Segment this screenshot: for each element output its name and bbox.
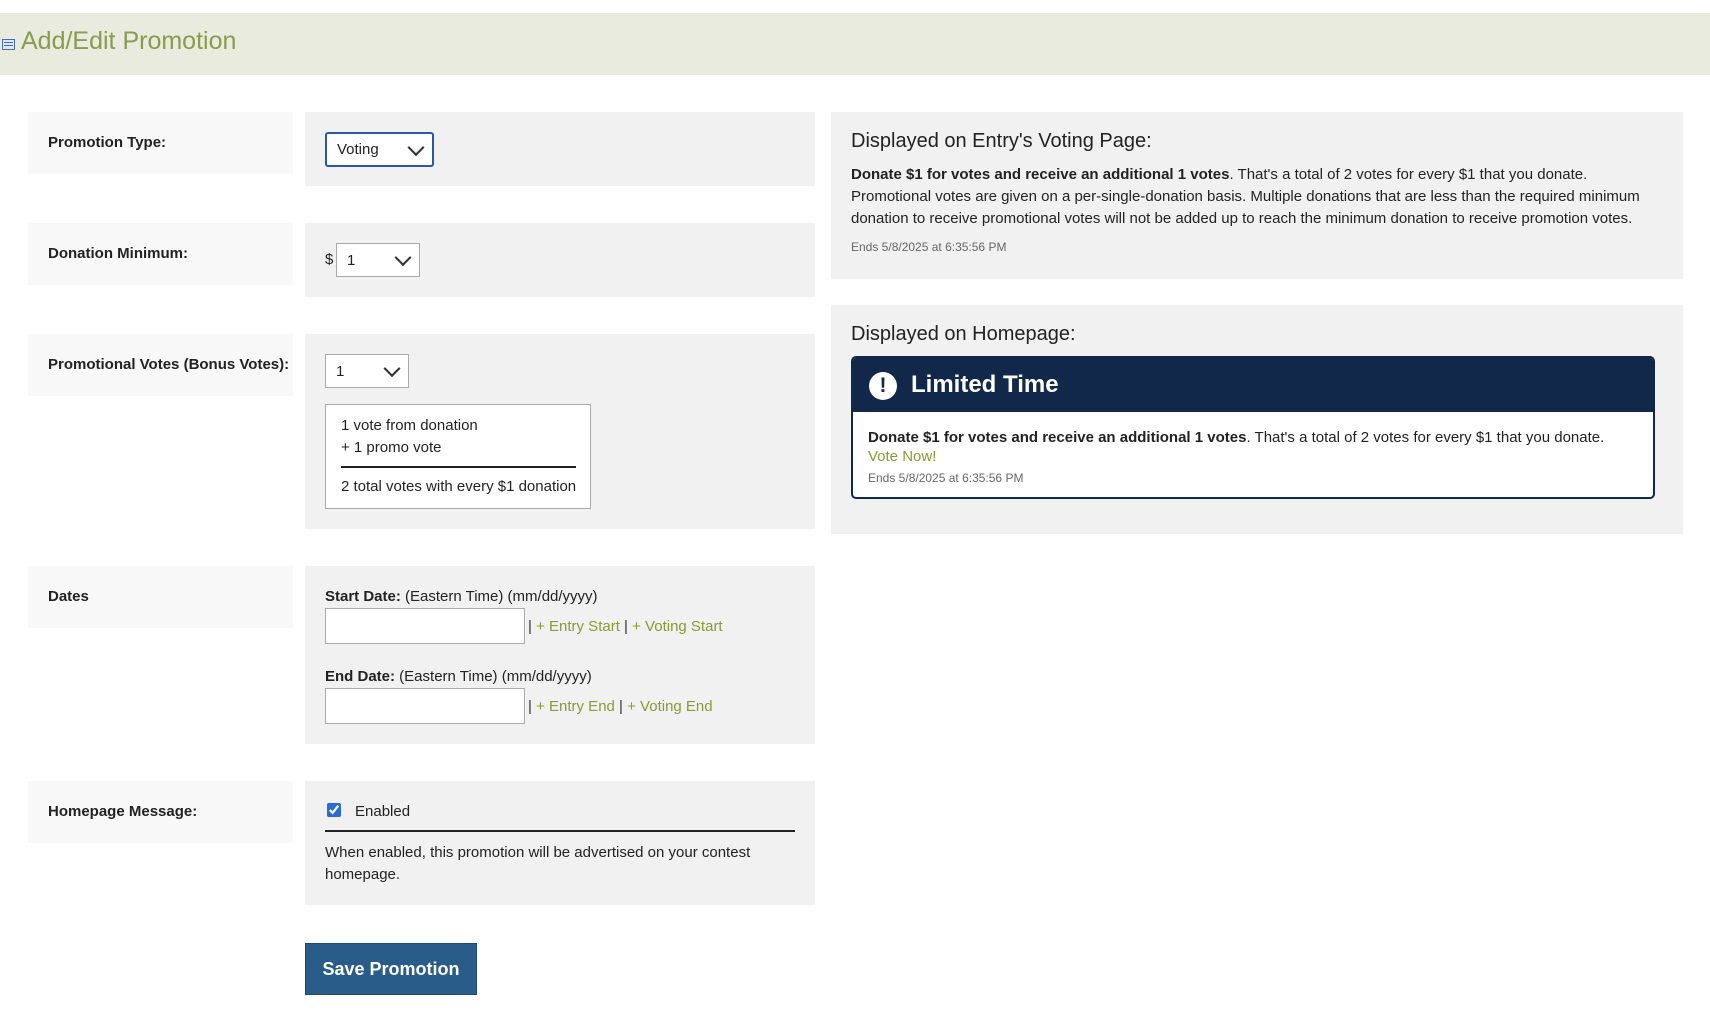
entry-end-link[interactable]: + Entry End	[536, 698, 615, 715]
homepage-message-description: When enabled, this promotion will be advertised on your contest homepage.	[325, 844, 751, 883]
voting-start-link[interactable]: + Voting Start	[632, 618, 723, 635]
promotion-type-select[interactable]	[325, 132, 434, 167]
voting-end-link[interactable]: + Voting End	[627, 698, 713, 715]
donation-minimum-select[interactable]	[336, 243, 420, 277]
end-date-input[interactable]	[325, 688, 525, 724]
limited-time-card	[851, 356, 1655, 499]
chevron-down-icon	[408, 139, 425, 156]
start-date-shortcuts: | + Entry Start | + Voting Start	[528, 618, 723, 635]
calc-line-donation: 1 vote from donation	[341, 417, 478, 434]
promo-votes-value: 1	[336, 362, 345, 380]
dates-label: Dates	[28, 566, 293, 628]
entry-start-link[interactable]: + Entry Start	[536, 618, 620, 635]
voting-preview-ends: Ends 5/8/2025 at 6:35:56 PM	[851, 240, 1007, 254]
page-header	[0, 13, 1710, 75]
voting-page-preview	[831, 112, 1683, 279]
calc-total: 2 total votes with every $1 donation	[341, 478, 577, 495]
page-title: Add/Edit Promotion	[21, 27, 237, 55]
chevron-down-icon	[395, 249, 412, 266]
calc-line-promo: + 1 promo vote	[341, 439, 442, 456]
promo-votes-label: Promotional Votes (Bonus Votes):	[28, 334, 293, 396]
limited-time-banner	[853, 358, 1653, 412]
dates-field	[305, 566, 815, 744]
homepage-message-label: Homepage Message:	[28, 781, 293, 843]
enabled-checkbox[interactable]	[327, 803, 341, 817]
end-date-label: End Date: (Eastern Time) (mm/dd/yyyy)	[325, 668, 592, 685]
homepage-message-field	[305, 781, 815, 905]
voting-preview-message: Donate $1 for votes and receive an additional 1 votes. That's a total of 2 votes for every $1 that you donate. Promotional votes are given on a per-single-donation basis. Multiple donations that are less than the required minimum donation to receive promotional votes will not be added up to reach the minimum donation to receive promotion votes.	[851, 166, 1640, 227]
promo-votes-field	[305, 334, 815, 529]
chevron-down-icon	[384, 360, 401, 377]
promotion-type-value: Voting	[337, 141, 379, 158]
donation-minimum-field	[305, 223, 815, 297]
donation-minimum-label: Donation Minimum:	[28, 223, 293, 285]
promotion-type-label: Promotion Type:	[28, 112, 293, 174]
end-date-shortcuts: | + Entry End | + Voting End	[528, 698, 713, 715]
enabled-label: Enabled	[355, 803, 411, 820]
homepage-preview-heading: Displayed on Homepage:	[851, 323, 1076, 345]
promotion-type-field	[305, 112, 815, 186]
promo-votes-select[interactable]	[325, 354, 409, 388]
start-date-label: Start Date: (Eastern Time) (mm/dd/yyyy)	[325, 588, 598, 605]
calendar-icon	[2, 39, 15, 50]
exclamation-icon: !	[869, 372, 897, 400]
divider	[325, 830, 795, 832]
vote-now-link[interactable]: Vote Now!	[868, 448, 937, 465]
save-promotion-button[interactable]: Save Promotion	[305, 943, 477, 995]
voting-preview-heading: Displayed on Entry's Voting Page:	[851, 130, 1152, 152]
calc-divider	[341, 466, 576, 468]
homepage-preview-message: Donate $1 for votes and receive an additional 1 votes. That's a total of 2 votes for every $1 that you donate.	[868, 429, 1605, 446]
homepage-preview	[831, 305, 1683, 534]
votes-calculation	[325, 404, 591, 509]
currency-symbol: $	[325, 251, 334, 268]
donation-minimum-value: 1	[347, 251, 356, 269]
homepage-preview-ends: Ends 5/8/2025 at 6:35:56 PM	[868, 471, 1024, 485]
start-date-input[interactable]	[325, 608, 525, 644]
banner-title: Limited Time	[911, 371, 1059, 398]
